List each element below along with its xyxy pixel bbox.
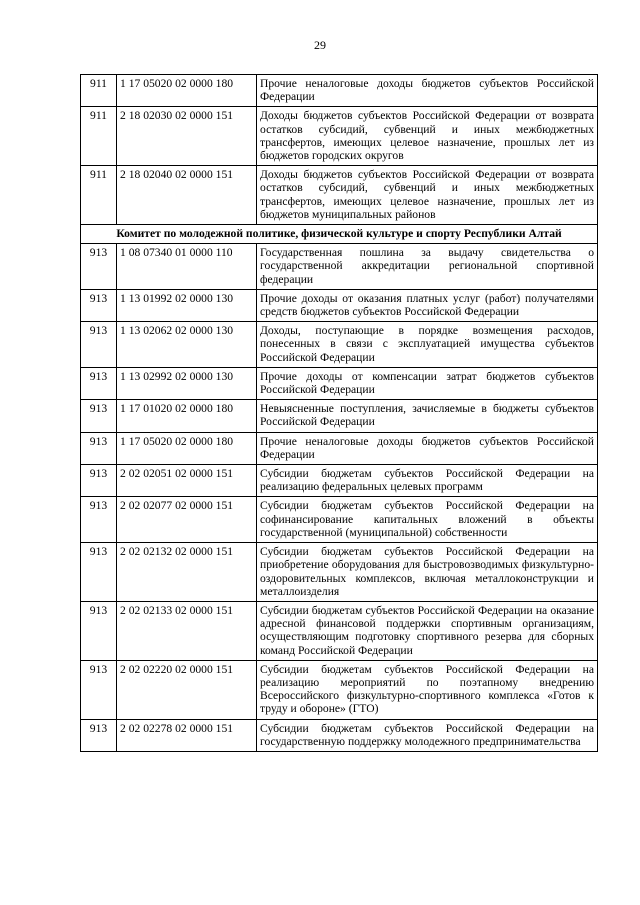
table-row <box>81 497 598 543</box>
admin-code-cell: 911 <box>81 107 117 166</box>
budget-code-cell: 1 17 01020 02 0000 180 <box>117 400 257 432</box>
table-row <box>81 75 598 107</box>
admin-code-cell: 913 <box>81 543 117 602</box>
budget-code-cell: 2 02 02220 02 0000 151 <box>117 660 257 719</box>
budget-code-cell: 1 13 01992 02 0000 130 <box>117 289 257 321</box>
admin-code-cell: 913 <box>81 244 117 290</box>
table-row <box>81 166 598 225</box>
description-cell: Субсидии бюджетам субъектов Российской Федерации на софинансирование капитальных вложений в объекты государственной (муниципальной) собственности <box>257 497 598 543</box>
description-cell: Государственная пошлина за выдачу свидетельства о государственной аккредитации региональной спортивной федерации <box>257 244 598 290</box>
table-row <box>81 289 598 321</box>
admin-code-cell: 913 <box>81 719 117 751</box>
admin-code-cell: 911 <box>81 75 117 107</box>
description-cell: Прочие неналоговые доходы бюджетов субъектов Российской Федерации <box>257 432 598 464</box>
admin-code-cell: 913 <box>81 289 117 321</box>
table-row <box>81 660 598 719</box>
description-cell: Невыясненные поступления, зачисляемые в бюджеты субъектов Российской Федерации <box>257 400 598 432</box>
budget-code-cell: 2 18 02040 02 0000 151 <box>117 166 257 225</box>
table-row <box>81 244 598 290</box>
table-row <box>81 322 598 368</box>
budget-code-cell: 1 13 02992 02 0000 130 <box>117 367 257 399</box>
page-number: 29 <box>314 38 326 52</box>
budget-code-cell: 1 08 07340 01 0000 110 <box>117 244 257 290</box>
admin-code-cell: 913 <box>81 497 117 543</box>
table-row <box>81 601 598 660</box>
admin-code-cell: 913 <box>81 367 117 399</box>
budget-code-cell: 2 02 02077 02 0000 151 <box>117 497 257 543</box>
description-cell: Доходы бюджетов субъектов Российской Федерации от возврата остатков субсидий, субвенций и иных межбюджетных трансфертов, имеющих целевое назначение, прошлых лет из бюджетов муниципальных районов <box>257 166 598 225</box>
admin-code-cell: 913 <box>81 601 117 660</box>
admin-code-cell: 913 <box>81 432 117 464</box>
description-cell: Доходы бюджетов субъектов Российской Федерации от возврата остатков субсидий, субвенций и иных межбюджетных трансфертов, имеющих целевое назначение, прошлых лет из бюджетов городских округов <box>257 107 598 166</box>
budget-code-cell: 2 02 02133 02 0000 151 <box>117 601 257 660</box>
description-cell: Субсидии бюджетам субъектов Российской Федерации на приобретение оборудования для быстровозводимых физкультурно-оздоровительных комплексов, включая металлоконструкции и металлоизделия <box>257 543 598 602</box>
budget-classification-table <box>80 74 598 752</box>
admin-code-cell: 913 <box>81 400 117 432</box>
table-row <box>81 719 598 751</box>
description-cell: Субсидии бюджетам субъектов Российской Федерации на оказание адресной финансовой поддержки спортивным организациям, осуществляющим подготовку спортивного резерва для сборных команд Российской Федерации <box>257 601 598 660</box>
table-row <box>81 107 598 166</box>
admin-code-cell: 913 <box>81 660 117 719</box>
section-title: Комитет по молодежной политике, физической культуре и спорту Республики Алтай <box>81 225 598 244</box>
admin-code-cell: 913 <box>81 465 117 497</box>
table-row <box>81 465 598 497</box>
description-cell: Прочие доходы от оказания платных услуг (работ) получателями средств бюджетов субъектов Российской Федерации <box>257 289 598 321</box>
table-row <box>81 432 598 464</box>
description-cell: Субсидии бюджетам субъектов Российской Федерации на реализацию федеральных целевых программ <box>257 465 598 497</box>
table-row <box>81 400 598 432</box>
budget-code-cell: 2 18 02030 02 0000 151 <box>117 107 257 166</box>
budget-code-cell: 1 13 02062 02 0000 130 <box>117 322 257 368</box>
budget-code-cell: 2 02 02132 02 0000 151 <box>117 543 257 602</box>
budget-code-cell: 2 02 02051 02 0000 151 <box>117 465 257 497</box>
description-cell: Прочие неналоговые доходы бюджетов субъектов Российской Федерации <box>257 75 598 107</box>
section-header-row <box>81 225 598 244</box>
admin-code-cell: 911 <box>81 166 117 225</box>
budget-code-cell: 1 17 05020 02 0000 180 <box>117 432 257 464</box>
admin-code-cell: 913 <box>81 322 117 368</box>
description-cell: Прочие доходы от компенсации затрат бюджетов субъектов Российской Федерации <box>257 367 598 399</box>
table-body <box>81 75 598 752</box>
description-cell: Субсидии бюджетам субъектов Российской Федерации на реализацию мероприятий по поэтапному внедрению Всероссийского физкультурно-спортивного комплекса «Готов к труду и обороне» (ГТО) <box>257 660 598 719</box>
description-cell: Доходы, поступающие в порядке возмещения расходов, понесенных в связи с эксплуатацией имущества субъектов Российской Федерации <box>257 322 598 368</box>
budget-code-cell: 2 02 02278 02 0000 151 <box>117 719 257 751</box>
description-cell: Субсидии бюджетам субъектов Российской Федерации на государственную поддержку молодежного предпринимательства <box>257 719 598 751</box>
table-row <box>81 367 598 399</box>
table-row <box>81 543 598 602</box>
budget-code-cell: 1 17 05020 02 0000 180 <box>117 75 257 107</box>
